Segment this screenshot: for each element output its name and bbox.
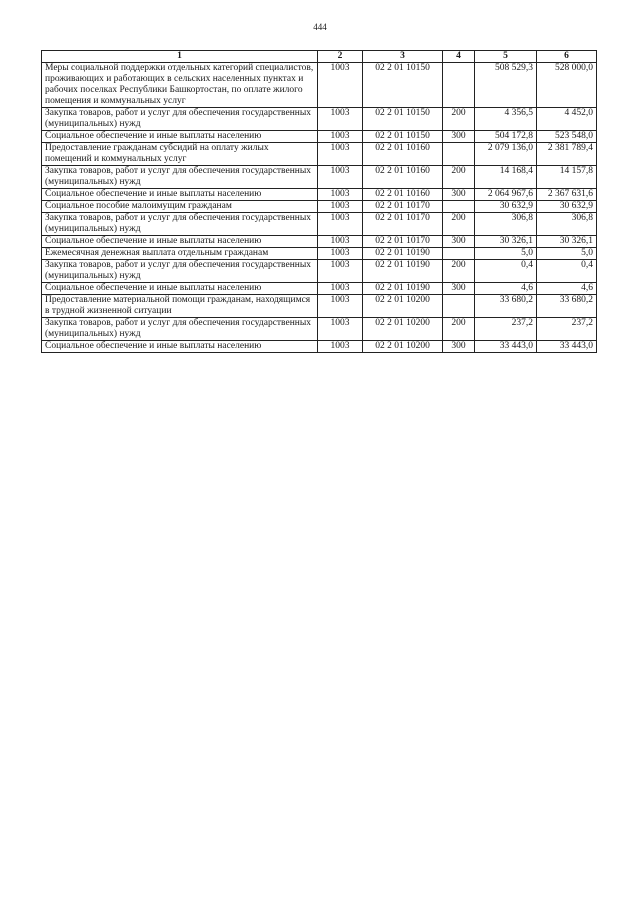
column-header-expense-type: 4 (443, 51, 475, 63)
cell-name: Социальное обеспечение и иные выплаты населению (42, 283, 318, 295)
cell-amount-year-2: 14 157,8 (537, 166, 597, 189)
cell-amount-year-2: 528 000,0 (537, 63, 597, 108)
cell-name: Социальное пособие малоимущим гражданам (42, 201, 318, 213)
cell-expense-type: 200 (443, 213, 475, 236)
cell-expense-type: 200 (443, 166, 475, 189)
column-header-year-2: 6 (537, 51, 597, 63)
cell-target-item: 02 2 01 10170 (363, 201, 443, 213)
column-header-year-1: 5 (475, 51, 537, 63)
cell-amount-year-2: 237,2 (537, 318, 597, 341)
table-header-row (42, 51, 597, 63)
budget-table (41, 50, 597, 353)
cell-amount-year-2: 306,8 (537, 213, 597, 236)
cell-target-item: 02 2 01 10200 (363, 318, 443, 341)
cell-section: 1003 (318, 213, 363, 236)
cell-name: Ежемесячная денежная выплата отдельным гражданам (42, 248, 318, 260)
cell-name: Закупка товаров, работ и услуг для обеспечения государственных (муниципальных) нужд (42, 108, 318, 131)
cell-section: 1003 (318, 283, 363, 295)
cell-section: 1003 (318, 143, 363, 166)
cell-name: Социальное обеспечение и иные выплаты населению (42, 236, 318, 248)
cell-amount-year-2: 0,4 (537, 260, 597, 283)
cell-expense-type (443, 248, 475, 260)
cell-name: Закупка товаров, работ и услуг для обеспечения государственных (муниципальных) нужд (42, 260, 318, 283)
column-header-name: 1 (42, 51, 318, 63)
table-row (42, 166, 597, 189)
cell-name: Закупка товаров, работ и услуг для обеспечения государственных (муниципальных) нужд (42, 213, 318, 236)
cell-section: 1003 (318, 108, 363, 131)
cell-name: Закупка товаров, работ и услуг для обеспечения государственных (муниципальных) нужд (42, 166, 318, 189)
cell-expense-type: 200 (443, 108, 475, 131)
cell-target-item: 02 2 01 10160 (363, 189, 443, 201)
cell-amount-year-2: 4 452,0 (537, 108, 597, 131)
cell-amount-year-2: 5,0 (537, 248, 597, 260)
cell-amount-year-1: 14 168,4 (475, 166, 537, 189)
cell-name: Предоставление материальной помощи гражданам, находящимся в трудной жизненной ситуации (42, 295, 318, 318)
cell-amount-year-1: 2 079 136,0 (475, 143, 537, 166)
cell-target-item: 02 2 01 10190 (363, 283, 443, 295)
cell-section: 1003 (318, 318, 363, 341)
cell-expense-type (443, 143, 475, 166)
cell-amount-year-1: 30 632,9 (475, 201, 537, 213)
cell-amount-year-2: 2 381 789,4 (537, 143, 597, 166)
cell-name: Меры социальной поддержки отдельных категорий специалистов, проживающих и работающих в сельских населенных пунктах и рабочих поселках Республики Башкортостан, по оплате жилого помещения и коммунальных услуг (42, 63, 318, 108)
column-header-target-item: 3 (363, 51, 443, 63)
cell-expense-type (443, 295, 475, 318)
cell-name: Закупка товаров, работ и услуг для обеспечения государственных (муниципальных) нужд (42, 318, 318, 341)
cell-section: 1003 (318, 295, 363, 318)
cell-target-item: 02 2 01 10160 (363, 166, 443, 189)
table-row (42, 131, 597, 143)
column-header-section: 2 (318, 51, 363, 63)
cell-target-item: 02 2 01 10150 (363, 131, 443, 143)
cell-target-item: 02 2 01 10170 (363, 213, 443, 236)
cell-amount-year-1: 237,2 (475, 318, 537, 341)
table-row (42, 201, 597, 213)
cell-amount-year-2: 4,6 (537, 283, 597, 295)
cell-section: 1003 (318, 260, 363, 283)
table-row (42, 108, 597, 131)
cell-amount-year-1: 306,8 (475, 213, 537, 236)
cell-expense-type: 300 (443, 189, 475, 201)
cell-amount-year-2: 30 632,9 (537, 201, 597, 213)
table-row (42, 236, 597, 248)
cell-amount-year-1: 504 172,8 (475, 131, 537, 143)
cell-section: 1003 (318, 63, 363, 108)
cell-amount-year-1: 508 529,3 (475, 63, 537, 108)
cell-amount-year-1: 30 326,1 (475, 236, 537, 248)
table-row (42, 283, 597, 295)
cell-target-item: 02 2 01 10150 (363, 63, 443, 108)
cell-amount-year-1: 2 064 967,6 (475, 189, 537, 201)
cell-name: Предоставление гражданам субсидий на оплату жилых помещений и коммунальных услуг (42, 143, 318, 166)
cell-target-item: 02 2 01 10150 (363, 108, 443, 131)
cell-amount-year-1: 5,0 (475, 248, 537, 260)
table-row (42, 295, 597, 318)
cell-section: 1003 (318, 236, 363, 248)
cell-section: 1003 (318, 131, 363, 143)
page-number: 444 (313, 22, 327, 32)
cell-expense-type: 200 (443, 318, 475, 341)
cell-amount-year-2: 30 326,1 (537, 236, 597, 248)
cell-expense-type: 200 (443, 260, 475, 283)
cell-amount-year-2: 33 443,0 (537, 341, 597, 353)
table-row (42, 63, 597, 108)
table-row (42, 213, 597, 236)
cell-expense-type (443, 201, 475, 213)
cell-expense-type: 300 (443, 283, 475, 295)
cell-amount-year-2: 2 367 631,6 (537, 189, 597, 201)
cell-expense-type: 300 (443, 341, 475, 353)
cell-amount-year-2: 33 680,2 (537, 295, 597, 318)
table-row (42, 260, 597, 283)
cell-amount-year-1: 4 356,5 (475, 108, 537, 131)
cell-section: 1003 (318, 341, 363, 353)
table-body (42, 63, 597, 353)
cell-amount-year-1: 0,4 (475, 260, 537, 283)
cell-expense-type (443, 63, 475, 108)
table-row (42, 189, 597, 201)
cell-section: 1003 (318, 201, 363, 213)
cell-target-item: 02 2 01 10160 (363, 143, 443, 166)
cell-amount-year-2: 523 548,0 (537, 131, 597, 143)
cell-name: Социальное обеспечение и иные выплаты населению (42, 131, 318, 143)
cell-amount-year-1: 33 680,2 (475, 295, 537, 318)
table-row (42, 318, 597, 341)
cell-section: 1003 (318, 166, 363, 189)
table-row (42, 341, 597, 353)
cell-target-item: 02 2 01 10190 (363, 260, 443, 283)
cell-name: Социальное обеспечение и иные выплаты населению (42, 341, 318, 353)
cell-target-item: 02 2 01 10200 (363, 295, 443, 318)
cell-amount-year-1: 33 443,0 (475, 341, 537, 353)
cell-target-item: 02 2 01 10200 (363, 341, 443, 353)
cell-expense-type: 300 (443, 131, 475, 143)
cell-expense-type: 300 (443, 236, 475, 248)
cell-section: 1003 (318, 248, 363, 260)
cell-name: Социальное обеспечение и иные выплаты населению (42, 189, 318, 201)
cell-target-item: 02 2 01 10170 (363, 236, 443, 248)
cell-amount-year-1: 4,6 (475, 283, 537, 295)
cell-target-item: 02 2 01 10190 (363, 248, 443, 260)
table-row (42, 248, 597, 260)
cell-section: 1003 (318, 189, 363, 201)
table-row (42, 143, 597, 166)
